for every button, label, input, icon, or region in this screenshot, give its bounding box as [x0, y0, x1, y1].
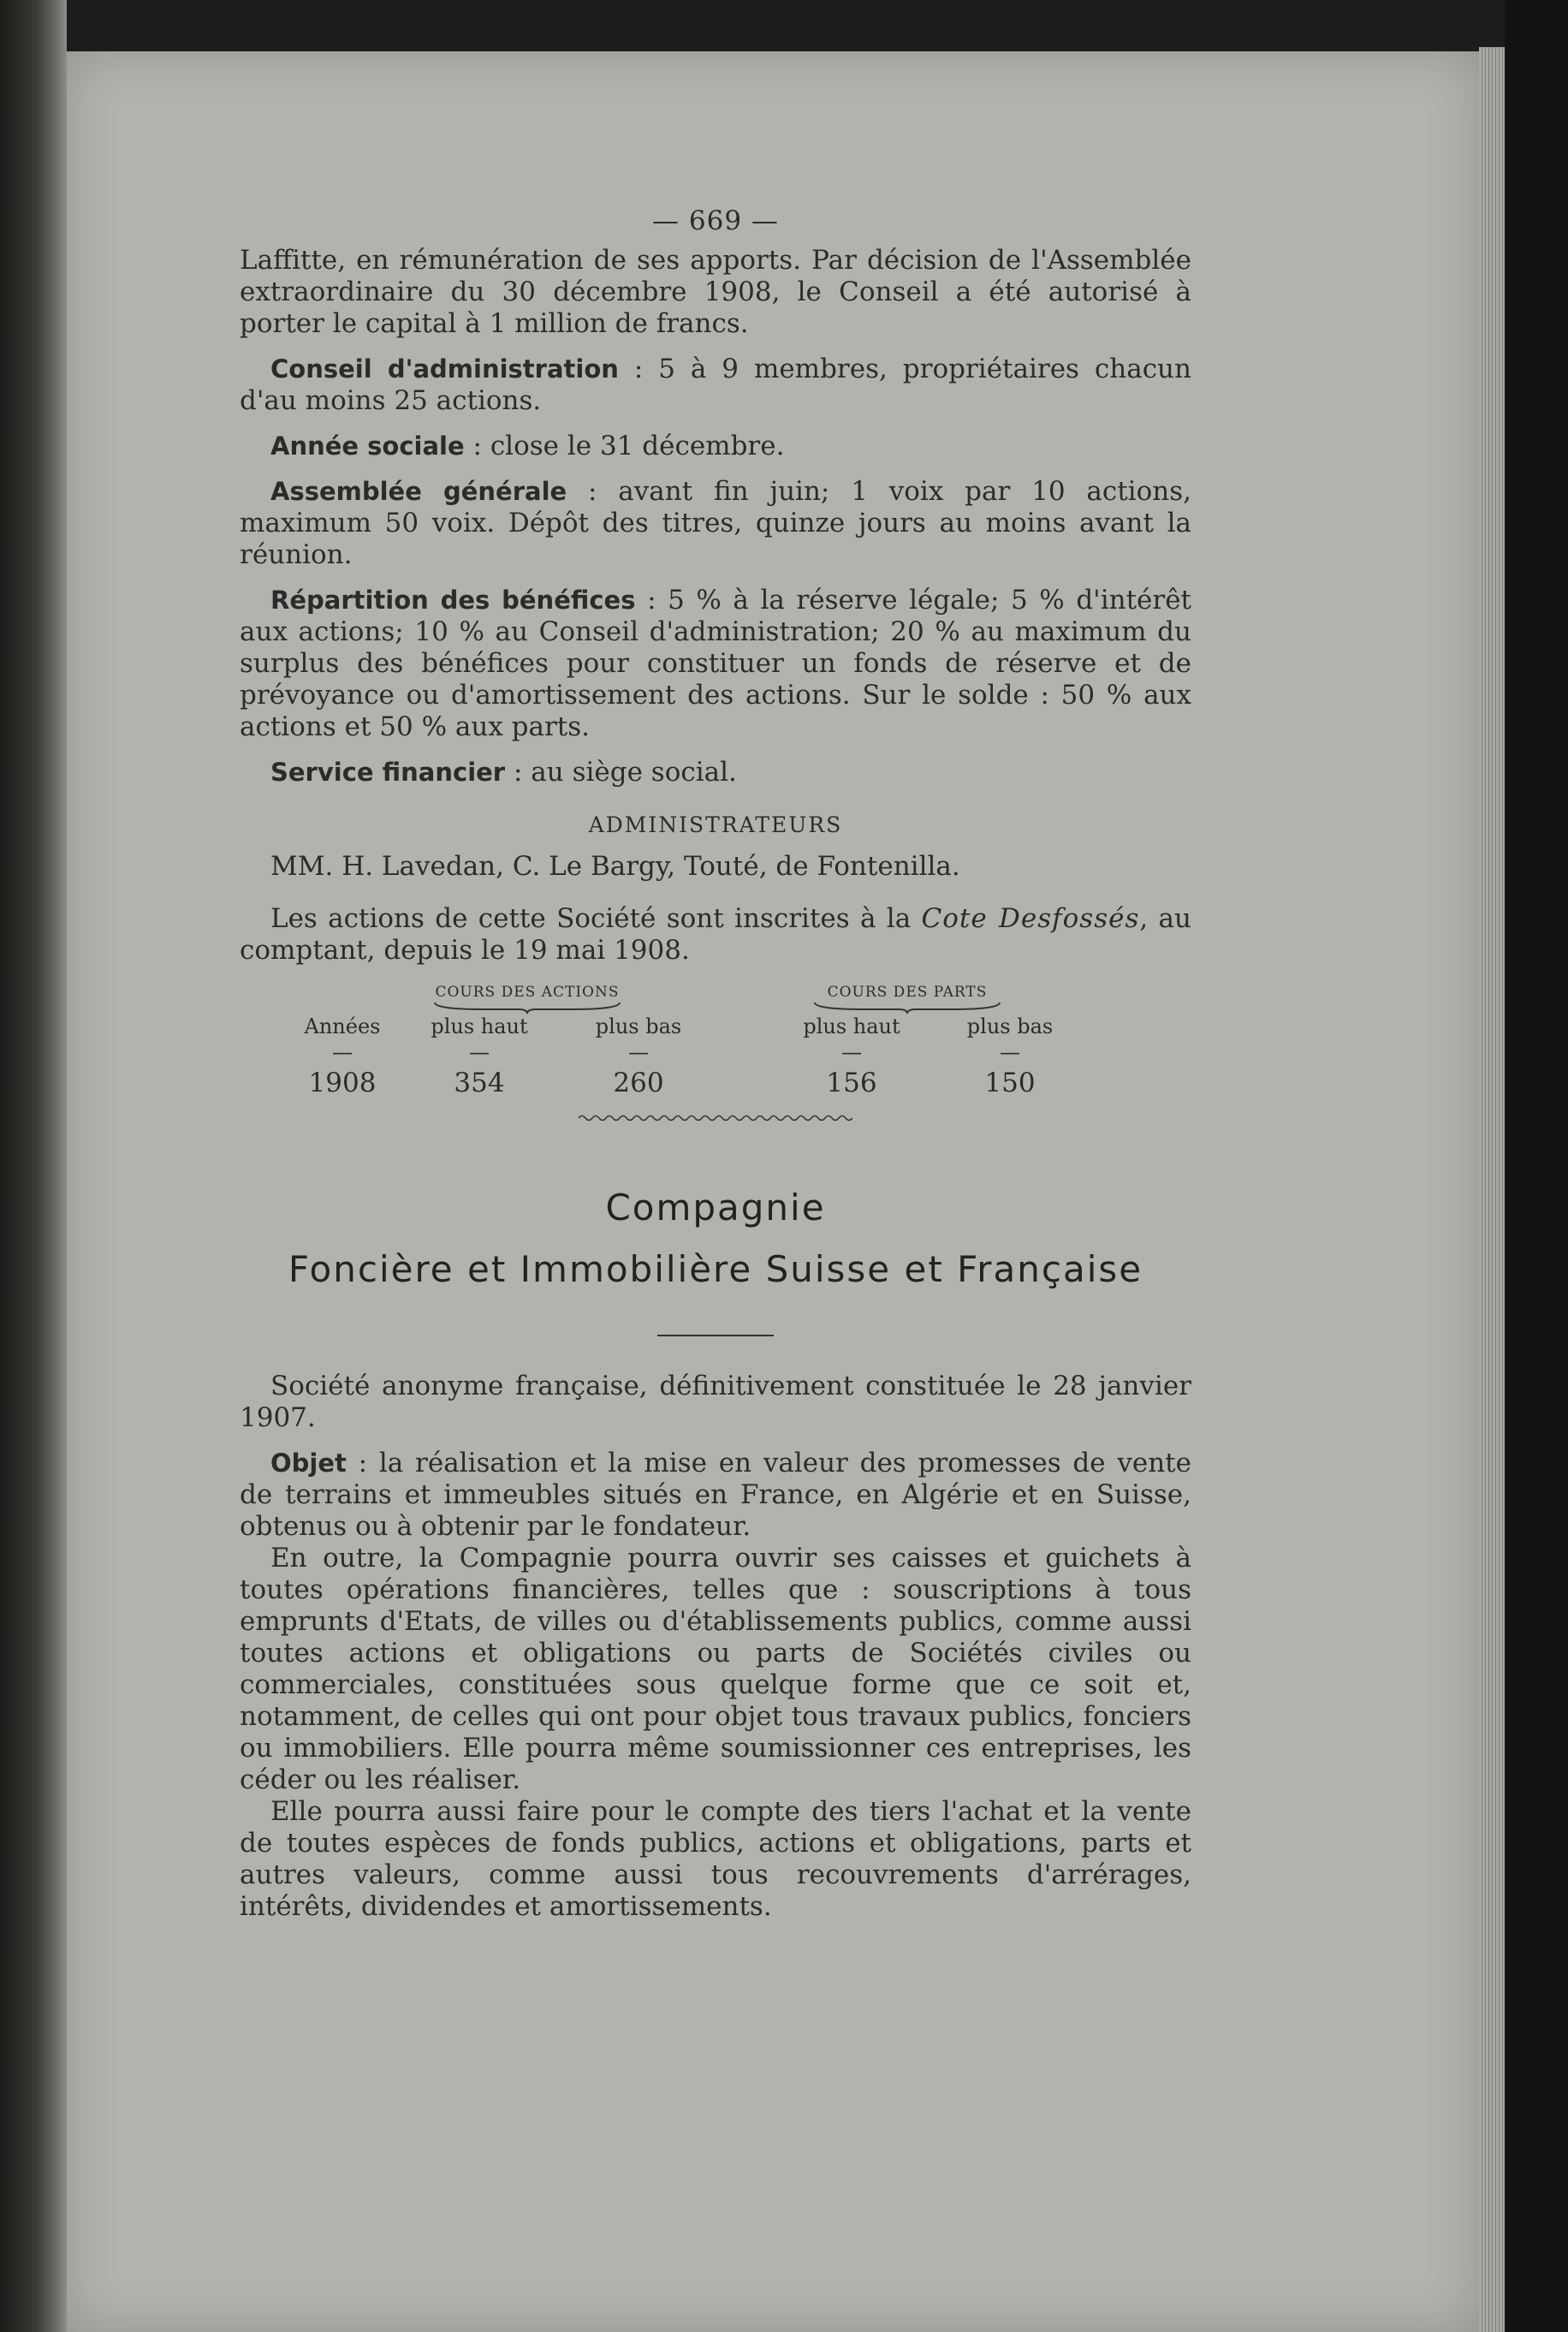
- listing-text-end: , au comptant, depuis le 19 mai 1908.: [240, 903, 1192, 966]
- wavy-divider: [579, 1112, 852, 1124]
- value-parts-plus-bas: 150: [984, 1068, 1036, 1098]
- value-year: 1908: [308, 1068, 377, 1098]
- section-label: Service financier: [270, 758, 506, 787]
- dash: —: [841, 1040, 862, 1064]
- company-intro: Société anonyme française, définitivement constituée le 28 janvier 1907.: [240, 1371, 1191, 1433]
- brace-parts: [813, 1001, 1001, 1014]
- section-repartition: [240, 585, 1191, 743]
- paragraph-elle-pourra: Elle pourra aussi faire pour le compte des tiers l'achat et la vente de toutes espèces de fonds publics, actions et obligations, parts et autres valeurs, comme aussi tous recouvrements d'arrérages, intérêts, dividendes et amortissements.: [240, 1796, 1191, 1922]
- dash: —: [628, 1040, 649, 1064]
- scan-right-edge: [1505, 0, 1568, 2332]
- listing-paragraph: [240, 903, 1191, 967]
- listing-italic: Cote Desfossés: [921, 903, 1140, 934]
- company-title-line1: Compagnie: [605, 1187, 826, 1228]
- section-label: Répartition des bénéfices: [270, 586, 636, 615]
- section-text: : close le 31 décembre.: [464, 431, 785, 461]
- company-title-line2: Foncière et Immobilière Suisse et Française: [288, 1248, 1143, 1290]
- value-actions-plus-bas: 260: [613, 1068, 664, 1098]
- section-text: : 5 % à la réserve légale; 5 % d'intérêt aux actions; 10 % au Conseil d'administration; 20 % au maximum du surplus des bénéfices pour constituer un fonds de réserve et de prévoyance ou d'amortissement des actions. Sur le solde : 50 % aux actions et 50 % aux parts.: [240, 585, 1192, 742]
- header-annees: Années: [304, 1014, 381, 1038]
- section-label: Objet: [270, 1449, 347, 1478]
- section-label: Conseil d'administration: [270, 354, 619, 384]
- group-header-parts: COURS DES PARTS: [827, 984, 988, 1001]
- value-actions-plus-haut: 354: [454, 1068, 505, 1098]
- section-label: Année sociale: [270, 431, 465, 461]
- section-text: : 5 à 9 membres, propriétaires chacun d'au moins 25 actions.: [240, 354, 1191, 416]
- group-header-actions: COURS DES ACTIONS: [435, 984, 620, 1001]
- listing-text: Les actions de cette Société sont inscrites à la: [270, 903, 922, 934]
- page-number: — 669 —: [652, 205, 779, 236]
- header-parts-plus-bas: plus bas: [966, 1014, 1054, 1038]
- page-content: [240, 205, 1191, 1923]
- section-label: Assemblée générale: [270, 477, 567, 506]
- paragraph-en-outre: En outre, la Compagnie pourra ouvrir ses caisses et guichets à toutes opérations financières, telles que : souscriptions à tous emprunts d'Etats, de villes ou d'établissements publics, comme aussi toutes actions et obligations ou parts de Sociétés civiles ou commerciales, constituées sous quelque forme que ce soit et, notamment, de celles qui ont pour objet tous travaux publics, fonciers ou immobiliers. Elle pourra même soumissionner ces entreprises, les céder ou les réaliser.: [240, 1543, 1191, 1795]
- header-parts-plus-haut: plus haut: [803, 1014, 900, 1038]
- scan-left-edge: [0, 0, 67, 2332]
- section-text: : la réalisation et la mise en valeur des promesses de vente de terrains et immeubles situés en France, en Algérie et en Suisse, obtenus ou à obtenir par le fondateur.: [240, 1448, 1191, 1542]
- dash: —: [469, 1040, 490, 1064]
- dash: —: [1000, 1040, 1020, 1064]
- brace-actions: [433, 1001, 621, 1014]
- section-assemblee: [240, 476, 1191, 571]
- page-stack-edges: [1479, 47, 1505, 2332]
- section-objet: [240, 1448, 1191, 1543]
- section-text: : au siège social.: [505, 757, 737, 788]
- section-text: : avant fin juin; 1 voix par 10 actions, maximum 50 voix. Dépôt des titres, quinze jours au moins avant la réunion.: [240, 476, 1191, 570]
- title-rule: [657, 1335, 774, 1336]
- administrators-list: MM. H. Lavedan, C. Le Bargy, Touté, de Fontenilla.: [270, 851, 960, 882]
- section-conseil: [240, 354, 1191, 417]
- section-annee-sociale: [240, 431, 1191, 462]
- section-service-financier: [240, 757, 1191, 788]
- header-actions-plus-haut: plus haut: [431, 1014, 528, 1038]
- value-parts-plus-haut: 156: [826, 1068, 877, 1098]
- price-table: [240, 984, 1191, 1112]
- continued-paragraph: Laffitte, en rémunération de ses apports. Par décision de l'Assemblée extraordinaire du 30 décembre 1908, le Conseil a été autorisé à porter le capital à 1 million de francs.: [240, 245, 1191, 339]
- header-actions-plus-bas: plus bas: [595, 1014, 682, 1038]
- dash: —: [332, 1040, 353, 1064]
- administrators-heading: ADMINISTRATEURS: [588, 812, 843, 837]
